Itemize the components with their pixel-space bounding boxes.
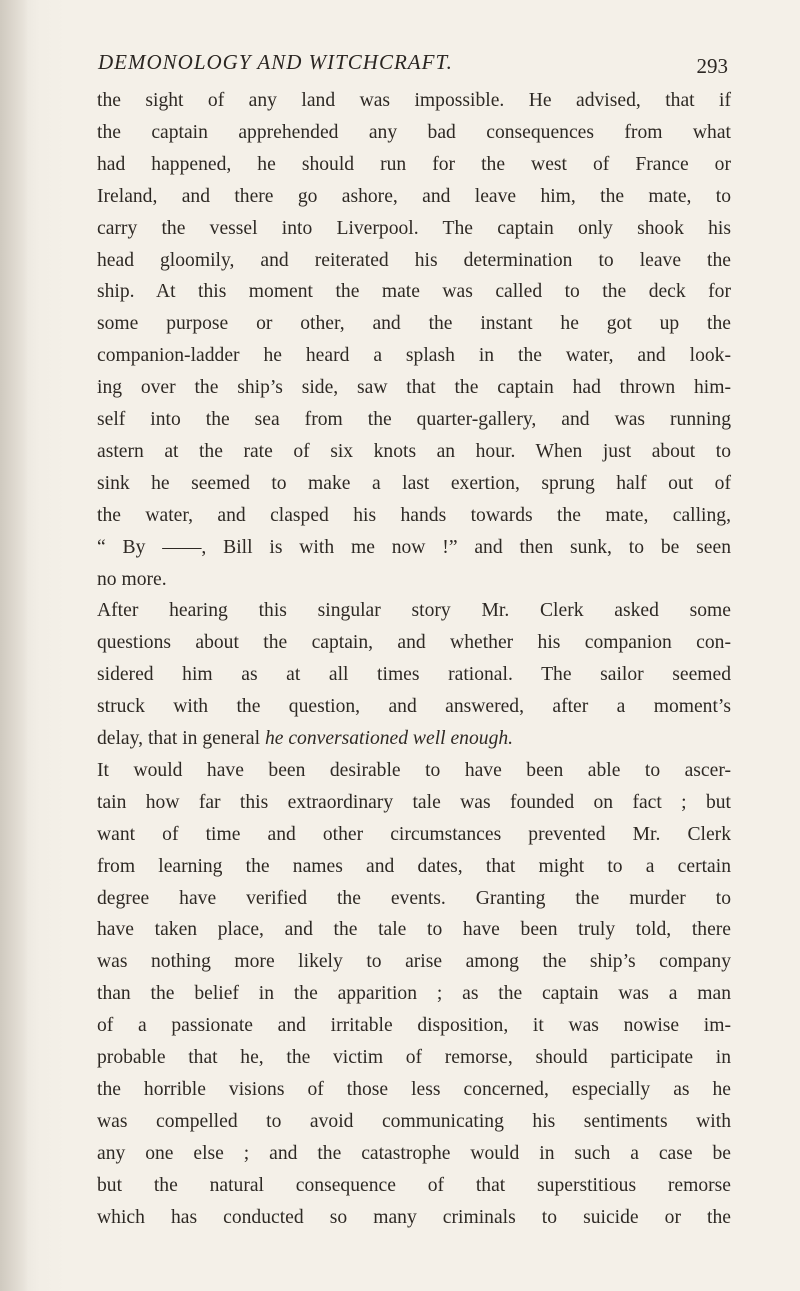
page-gutter-shadow	[0, 0, 28, 1291]
text-line	[97, 759, 731, 783]
text-line	[97, 1142, 731, 1166]
text-line-content: was nothing more likely to arise among the ship’s company	[97, 951, 731, 973]
text-line-content: questions about the captain, and whether his companion con-	[97, 632, 731, 654]
text-line-content: but the natural consequence of that superstitious remorse	[97, 1174, 731, 1196]
text-line-content: tain how far this extraordinary tale was founded on fact ; but	[97, 791, 731, 813]
text-line-content: than the belief in the apparition ; as the captain was a man	[97, 983, 731, 1005]
text-line	[97, 536, 731, 560]
text-line-content: sink he seemed to make a last exertion, sprung half out of	[97, 472, 731, 494]
page-number: 293	[696, 54, 728, 78]
text-line-content: some purpose or other, and the instant he got up the	[97, 313, 731, 335]
text-line-content: Ireland, and there go ashore, and leave him, the mate, to	[97, 185, 731, 207]
text-line-content: It would have been desirable to have been able to ascer-	[97, 759, 731, 781]
text-line	[97, 823, 731, 847]
text-line	[97, 185, 731, 209]
text-line	[97, 376, 731, 400]
text-line	[97, 982, 731, 1006]
text-line	[97, 1110, 731, 1134]
text-line	[97, 727, 513, 751]
text-line	[97, 599, 731, 623]
text-line-content: no more.	[97, 568, 167, 590]
text-line	[97, 121, 731, 145]
text-line	[97, 280, 731, 304]
text-line	[97, 153, 731, 177]
text-line	[97, 472, 731, 496]
text-line-content: had happened, he should run for the west of France or	[97, 153, 731, 175]
text-line	[97, 1046, 731, 1070]
text-line-content: companion-ladder he heard a splash in the water, and look-	[97, 345, 731, 367]
text-line	[97, 1014, 731, 1038]
text-line	[97, 312, 731, 336]
text-line-content: carry the vessel into Liverpool. The captain only shook his	[97, 217, 731, 239]
text-line-content: probable that he, the victim of remorse, should participate in	[97, 1047, 731, 1068]
text-line-content: delay, that in general	[97, 728, 265, 749]
text-line	[97, 950, 731, 974]
text-line-content: head gloomily, and reiterated his determination to leave the	[97, 249, 731, 271]
text-line	[97, 408, 731, 432]
text-line	[97, 1174, 731, 1198]
text-line-content: After hearing this singular story Mr. Clerk asked some	[97, 600, 731, 622]
text-line	[97, 89, 731, 113]
text-line	[97, 918, 731, 942]
text-line-content: the captain apprehended any bad consequences from what	[97, 121, 731, 143]
text-line-content: the sight of any land was impossible. He advised, that if	[97, 90, 731, 111]
text-line	[97, 249, 731, 273]
text-line-content: from learning the names and dates, that might to a certain	[97, 855, 731, 877]
text-line	[97, 1206, 731, 1230]
text-line-content: ing over the ship’s side, saw that the captain had thrown him-	[97, 377, 731, 399]
text-line-content: was compelled to avoid communicating his sentiments with	[97, 1110, 731, 1132]
text-line	[97, 887, 731, 911]
text-line	[97, 631, 731, 655]
text-line-content: struck with the question, and answered, after a moment’s	[97, 696, 731, 718]
text-line	[97, 504, 731, 528]
text-line-content: the horrible visions of those less concerned, especially as he	[97, 1078, 731, 1100]
text-line-content: astern at the rate of six knots an hour. When just about to	[97, 440, 731, 462]
text-line	[97, 791, 731, 815]
text-line	[97, 1078, 731, 1102]
text-line-content: any one else ; and the catastrophe would in such a case be	[97, 1142, 731, 1164]
text-line-content: of a passionate and irritable disposition, it was nowise im-	[97, 1015, 731, 1037]
text-line-content: “ By ——, Bill is with me now !” and then sunk, to be seen	[97, 536, 731, 558]
text-line-content: ship. At this moment the mate was called to the deck for	[97, 281, 731, 303]
text-line	[97, 217, 731, 241]
text-line-italic: he conversationed well enough.	[264, 728, 514, 749]
text-line-content: sidered him as at all times rational. The sailor seemed	[97, 664, 731, 686]
running-head	[92, 50, 728, 84]
text-line-content: self into the sea from the quarter-gallery, and was running	[97, 409, 731, 430]
text-line-content: want of time and other circumstances prevented Mr. Clerk	[97, 823, 731, 845]
text-line	[97, 695, 731, 719]
text-line	[97, 663, 731, 687]
text-line	[97, 440, 731, 464]
text-line	[97, 568, 167, 592]
text-line-content: degree have verified the events. Granting the murder to	[97, 887, 731, 909]
text-line-content: have taken place, and the tale to have been truly told, there	[97, 919, 731, 941]
text-line-content: which has conducted so many criminals to suicide or the	[97, 1206, 731, 1228]
text-line	[97, 344, 731, 368]
running-title: DEMONOLOGY AND WITCHCRAFT.	[98, 50, 453, 74]
text-line-content: the water, and clasped his hands towards the mate, calling,	[97, 504, 731, 526]
text-line	[97, 855, 731, 879]
